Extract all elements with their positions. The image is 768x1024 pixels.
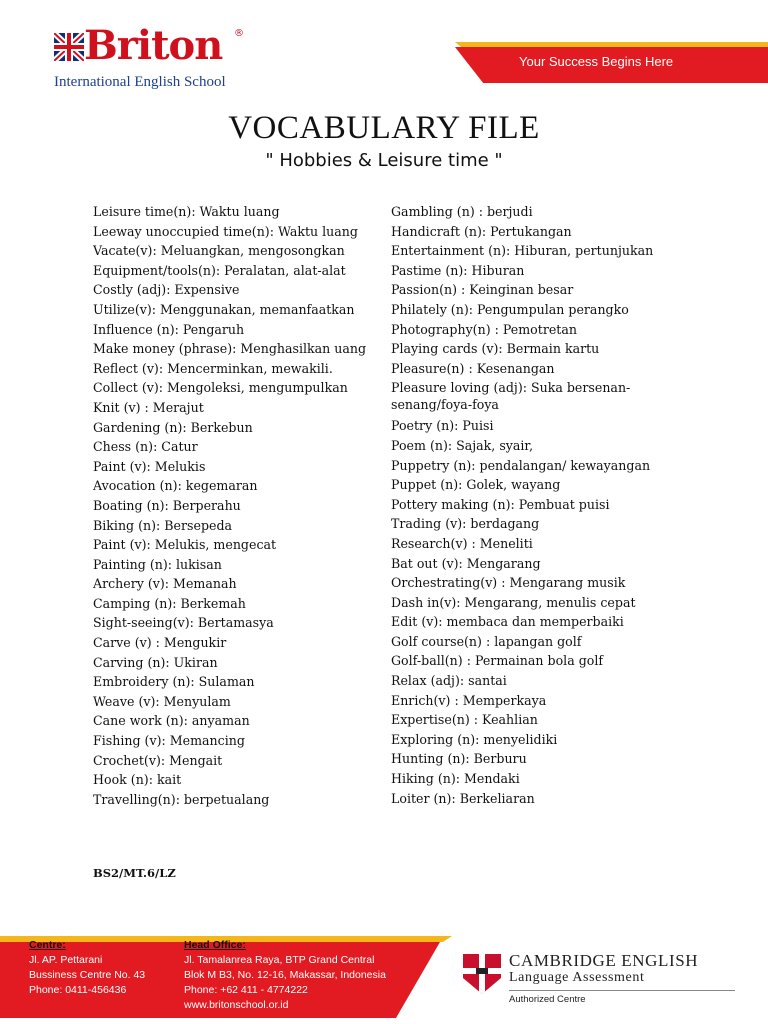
head-office-line: Phone: +62 411 - 4774222 [184, 984, 308, 996]
logo-name: Briton [84, 22, 223, 69]
head-office-line: Jl. Tamalanrea Raya, BTP Grand Central [184, 954, 375, 966]
cambridge-note: Authorized Centre [509, 994, 586, 1005]
vocabulary-item: Sight-seeing(v): Bertamasya [93, 615, 274, 631]
vocabulary-item: Hiking (n): Mendaki [391, 771, 520, 787]
footer-centre-address [29, 938, 145, 998]
vocabulary-item: Influence (n): Pengaruh [93, 321, 245, 337]
vocabulary-item: Carving (n): Ukiran [93, 654, 218, 670]
vocabulary-item: Crochet(v): Mengait [93, 752, 223, 768]
vocabulary-item: Passion(n) : Keinginan besar [391, 282, 574, 298]
logo-subtitle: International English School [54, 74, 226, 90]
vocabulary-list-left [93, 202, 383, 809]
briton-logo [54, 22, 254, 94]
vocabulary-item: Golf course(n) : lapangan golf [391, 633, 582, 649]
vocabulary-item: Photography(n) : Pemotretan [391, 321, 577, 337]
vocabulary-item: Paint (v): Melukis, mengecat [93, 537, 277, 553]
vocabulary-item: Exploring (n): menyelidiki [391, 731, 558, 747]
vocabulary-item: Handicraft (n): Pertukangan [391, 223, 572, 239]
vocabulary-item: Costly (adj): Expensive [93, 282, 240, 298]
vocabulary-item: Gambling (n) : berjudi [391, 204, 533, 219]
cambridge-divider [509, 990, 735, 991]
cambridge-shield-icon [463, 954, 501, 994]
vocabulary-item: Boating (n): Berperahu [93, 497, 241, 513]
vocabulary-item: Puppet (n): Golek, wayang [391, 477, 561, 493]
vocabulary-item: Relax (adj): santai [391, 673, 507, 689]
centre-line: Bussiness Centre No. 43 [29, 969, 146, 981]
vocabulary-item: Dash in(v): Mengarang, menulis cepat [391, 594, 636, 610]
vocabulary-item: Embroidery (n): Sulaman [93, 674, 255, 690]
vocabulary-item: Knit (v) : Merajut [93, 399, 204, 415]
tagline-banner [455, 42, 768, 83]
page-subtitle: " Hobbies & Leisure time " [265, 150, 503, 171]
vocabulary-item: Camping (n): Berkemah [93, 595, 246, 611]
vocabulary-item: Make money (phrase): Menghasilkan uang [93, 341, 367, 357]
cambridge-subtitle: Language Assessment [509, 970, 645, 985]
footer-head-office-address [184, 938, 386, 1013]
document-code: BS2/MT.6/LZ [93, 866, 176, 880]
centre-line: Phone: 0411-456436 [29, 984, 127, 996]
vocabulary-item: Weave (v): Menyulam [93, 693, 231, 709]
vocabulary-item: Avocation (n): kegemaran [93, 478, 258, 494]
vocabulary-item: Collect (v): Mengoleksi, mengumpulkan [93, 380, 348, 396]
banner-gold-stripe [455, 42, 768, 47]
vocabulary-item: Trading (v): berdagang [391, 516, 540, 532]
head-office-line: Blok M B3, No. 12-16, Makassar, Indonesia [184, 969, 386, 981]
vocabulary-item: Pleasure(n) : Kesenangan [391, 360, 555, 376]
vocabulary-item: Paint (v): Melukis [93, 458, 206, 474]
vocabulary-item: Equipment/tools(n): Peralatan, alat-alat [93, 262, 346, 278]
head-office-label: Head Office: [184, 939, 246, 951]
vocabulary-item: Gardening (n): Berkebun [93, 419, 253, 435]
centre-label: Centre: [29, 939, 66, 951]
vocabulary-item: Leeway unoccupied time(n): Waktu luang [93, 223, 358, 239]
vocabulary-item: Poetry (n): Puisi [391, 418, 494, 434]
vocabulary-item: Loiter (n): Berkeliaran [391, 790, 535, 806]
vocabulary-item: Pottery making (n): Pembuat puisi [391, 496, 610, 512]
vocabulary-item: Leisure time(n): Waktu luang [93, 204, 280, 219]
vocabulary-item: Poem (n): Sajak, syair, [391, 437, 534, 453]
vocabulary-item: Archery (v): Memanah [93, 576, 237, 592]
vocabulary-item: Travelling(n): berpetualang [93, 791, 270, 807]
vocabulary-item: Reflect (v): Mencerminkan, mewakili. [93, 360, 333, 376]
cambridge-title: CAMBRIDGE ENGLISH [509, 951, 699, 970]
vocabulary-list-right [391, 202, 681, 808]
vocabulary-item: Carve (v) : Mengukir [93, 635, 227, 651]
vocabulary-item: Philately (n): Pengumpulan perangko [391, 301, 629, 317]
vocabulary-item: Hook (n): kait [93, 772, 182, 788]
cambridge-english-logo [463, 950, 753, 1010]
vocabulary-item: Golf-ball(n) : Permainan bola golf [391, 653, 604, 669]
vocabulary-item: Utilize(v): Menggunakan, memanfaatkan [93, 301, 355, 317]
centre-line: Jl. AP. Pettarani [29, 954, 103, 966]
tagline: Your Success Begins Here [519, 54, 674, 69]
vocabulary-item: Pastime (n): Hiburan [391, 262, 525, 278]
vocabulary-item: Entertainment (n): Hiburan, pertunjukan [391, 243, 654, 259]
vocabulary-item: Expertise(n) : Keahlian [391, 712, 538, 728]
vocabulary-item: Edit (v): membaca dan memperbaiki [391, 614, 624, 630]
vocabulary-item: Enrich(v) : Memperkaya [391, 692, 547, 708]
union-jack-icon [54, 33, 84, 61]
vocabulary-item: Pleasure loving (adj): Suka bersenan-senang/foya-foya [391, 380, 631, 413]
vocabulary-item: Research(v) : Meneliti [391, 535, 533, 551]
vocabulary-item: Puppetry (n): pendalangan/ kewayangan [391, 457, 651, 473]
vocabulary-item: Hunting (n): Berburu [391, 751, 527, 767]
vocabulary-item: Bat out (v): Mengarang [391, 555, 541, 571]
vocabulary-item: Biking (n): Bersepeda [93, 517, 233, 533]
vocabulary-item: Chess (n): Catur [93, 439, 198, 455]
registered-mark: ® [234, 28, 244, 39]
vocabulary-item: Vacate(v): Meluangkan, mengosongkan [93, 243, 345, 259]
page-title: VOCABULARY FILE [228, 110, 540, 146]
vocabulary-item: Painting (n): lukisan [93, 556, 222, 572]
vocabulary-item: Cane work (n): anyaman [93, 713, 250, 729]
vocabulary-item: Orchestrating(v) : Mengarang musik [391, 575, 626, 591]
website-link[interactable]: www.britonschool.or.id [184, 999, 289, 1011]
vocabulary-item: Playing cards (v): Bermain kartu [391, 341, 600, 357]
vocabulary-item: Fishing (v): Memancing [93, 733, 245, 749]
